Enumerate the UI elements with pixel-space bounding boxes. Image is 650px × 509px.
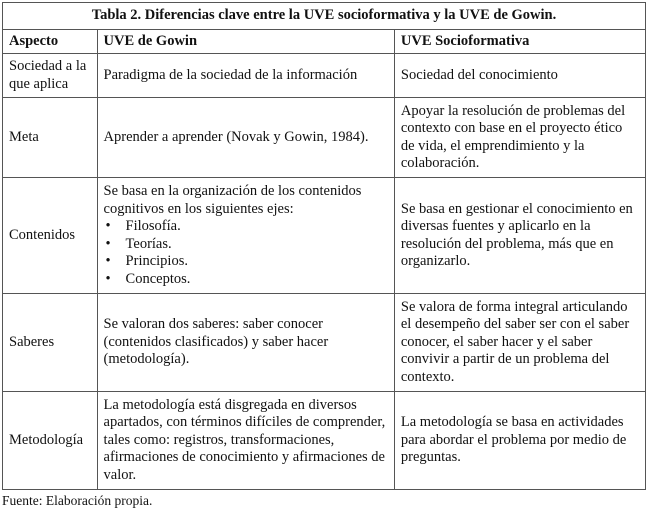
table-caption-row bbox=[3, 3, 646, 30]
row-aspect: Metodología bbox=[3, 392, 98, 490]
row-aspect: Meta bbox=[3, 98, 98, 178]
list-item: • Teorías. bbox=[104, 236, 388, 254]
row-socio: Sociedad del conocimiento bbox=[394, 54, 645, 98]
row-gowin: Aprender a aprender (Novak y Gowin, 1984). bbox=[97, 98, 394, 178]
table-row bbox=[3, 294, 646, 392]
row-gowin: La metodología está disgregada en diversos apartados, con términos difíciles de comprender, tales como: registros, transformaciones, afirmaciones de conocimiento y afirmaciones de valor. bbox=[97, 392, 394, 490]
table-caption: Tabla 2. Diferencias clave entre la UVE socioformativa y la UVE de Gowin. bbox=[3, 3, 646, 30]
axes-list bbox=[104, 218, 388, 288]
row-aspect: Saberes bbox=[3, 294, 98, 392]
row-aspect: Sociedad a la que aplica bbox=[3, 54, 98, 98]
row-gowin-intro: Se basa en la organización de los contenidos cognitivos en los siguientes ejes: bbox=[103, 183, 362, 217]
row-gowin: Paradigma de la sociedad de la información bbox=[97, 54, 394, 98]
row-aspect: Contenidos bbox=[3, 178, 98, 294]
table-row bbox=[3, 392, 646, 490]
table-row bbox=[3, 54, 646, 98]
table-row bbox=[3, 178, 646, 294]
list-item: • Conceptos. bbox=[104, 271, 388, 289]
table-header-row bbox=[3, 29, 646, 54]
comparison-table bbox=[2, 2, 646, 490]
row-socio: Se valora de forma integral articulando el desempeño del saber ser con el saber conocer, el saber hacer y el saber convivir a partir de un problema del contexto. bbox=[394, 294, 645, 392]
row-socio: Apoyar la resolución de problemas del contexto con base en el proyecto ético de vida, el emprendimiento y la colaboración. bbox=[394, 98, 645, 178]
header-uve-gowin: UVE de Gowin bbox=[97, 29, 394, 54]
row-gowin bbox=[97, 178, 394, 294]
row-socio: La metodología se basa en actividades para abordar el problema por medio de preguntas. bbox=[394, 392, 645, 490]
list-item: • Filosofía. bbox=[104, 218, 388, 236]
list-item: • Principios. bbox=[104, 253, 388, 271]
header-uve-socioformativa: UVE Socioformativa bbox=[394, 29, 645, 54]
table-container bbox=[2, 2, 646, 509]
header-aspecto: Aspecto bbox=[3, 29, 98, 54]
row-socio: Se basa en gestionar el conocimiento en diversas fuentes y aplicarlo en la resolución del problema, más que en organizarlo. bbox=[394, 178, 645, 294]
row-gowin: Se valoran dos saberes: saber conocer (contenidos clasificados) y saber hacer (metodología). bbox=[97, 294, 394, 392]
table-source-note: Fuente: Elaboración propia. bbox=[2, 493, 153, 508]
table-row bbox=[3, 98, 646, 178]
